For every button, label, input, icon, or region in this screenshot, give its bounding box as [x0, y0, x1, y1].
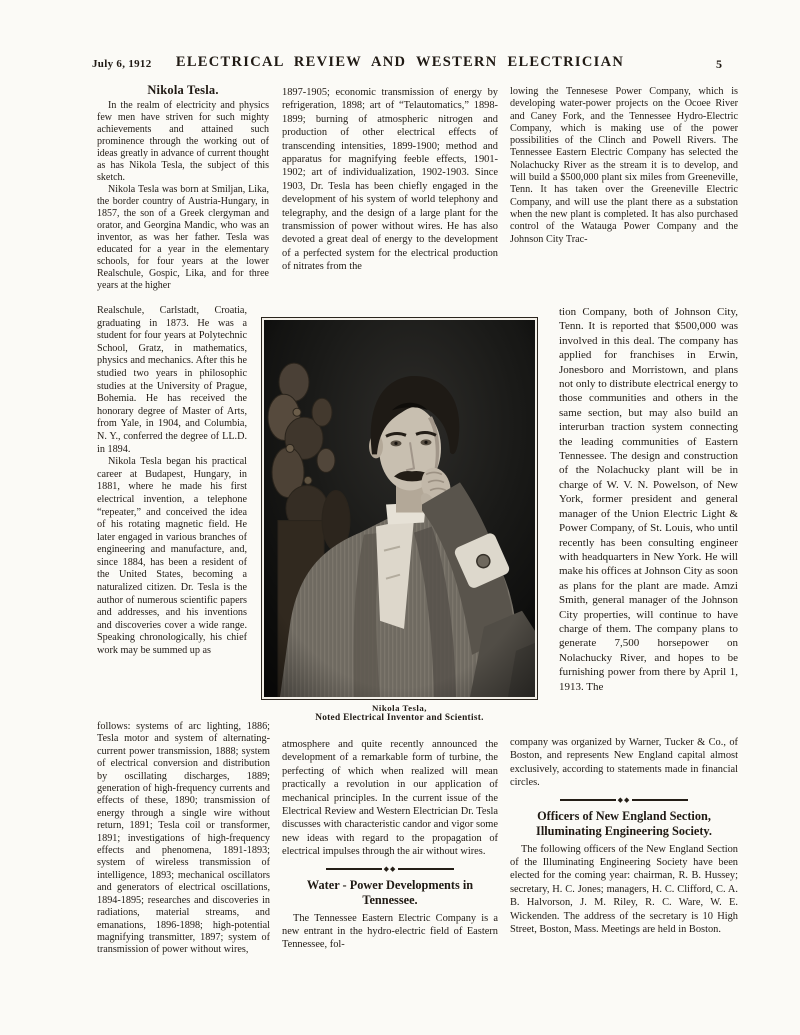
section-heading-water-power: Water - Power Developments in Tennessee. [306, 877, 474, 908]
divider-rule [560, 799, 616, 801]
column-3-top [510, 86, 738, 306]
section-divider [560, 797, 688, 804]
column-3-bottom [510, 736, 738, 990]
column-1-top [97, 84, 269, 306]
header-title: ELECTRICAL REVIEW AND WESTERN ELECTRICIAN [175, 54, 625, 70]
tesla-photograph [261, 317, 538, 700]
diamond-ornament-icon: ◆◆ [383, 864, 397, 873]
header-date: July 6, 1912 [92, 58, 152, 70]
column-1-bottom [97, 721, 270, 989]
header-page-number: 5 [716, 57, 722, 71]
photo-caption-name: Nikola Tesla, [372, 703, 427, 713]
divider-rule [326, 868, 382, 870]
paragraph-continuation: tion Company, both of Johnson City, Tenn. It is reported that $500,000 was involved in this deal. The company has applied for franchises in Erwin, Jonesboro and Morristown, and plans not only to distribute electrical energy to those communities and others in the same section, but may also build an interurban traction system connecting the leading communities of Eastern Tennessee. The design and construction of the Nolachucky plant will be in charge of W. V. N. Powelson, of New York, former president and general manager of the Union Electric Light & Power Company, of St. Louis, who until recently has been consulting engineer with headquarters in New York. He will make his offices at Johnson City as soon as plans for the plant are made. Amzi Smith, general manager of the Johnson City properties, will continue to have charge of them. The company plans to generate 7,500 horsepower on Nolachucky River, and hopes to be furnishing power from there by April 1, 1913. The [559, 306, 738, 693]
paragraph: Nikola Tesla was born at Smiljan, Lika, the border country of Austria-Hungary, in 1857, the son of a Greek clergyman and orator, and Georgina Mandic, who was an inventor, as was her father. Tesla was educated for a year in the elementary schools, for four years at the lower Realschule, Gospic, Lika, and for three years at the higher [97, 184, 269, 291]
article-title: Nikola Tesla. [147, 84, 219, 97]
paragraph-continuation: 1897-1905; economic transmission of energy by refrigeration, 1898; art of “Telautomatics,” 1898-1899; burning of atmospheric nitrogen and production of other electrical effects of transcending intensities, 1899-1900; method and apparatus for magnifying feeble effects, 1901-1902; art of individualization, 1902-1903. Since 1903, Dr. Tesla has been chiefly engaged in the development of his system of world telephony and telegraphy, and the design of a large plant for the transmission of power without wires. He has also devoted a great deal of energy to the development of a perfected system for the electrical production of nitrates from the [282, 87, 498, 273]
section-heading-officers: Officers of New England Section, Illuminating Engineering Society. [536, 808, 712, 839]
diamond-ornament-icon: ◆◆ [617, 795, 631, 804]
column-2-top [282, 86, 498, 312]
photo-caption-title: Noted Electrical Inventor and Scientist. [315, 713, 484, 723]
paragraph-continuation: follows: systems of arc lighting, 1886; Tesla motor and system of alternating-current power transmission, 1888; system of electrical conversion and distribution by oscillating discharges, 1889; generation of high-frequency currents and effects of these, 1890; transmission of energy through a single wire without return, 1891; Tesla coil or transformer, 1891; investigations of high-frequency effects and phenomena, 1891-1893; system of wireless transmission of intelligence, 1893; mechanical oscillators and generators of electrical oscillations, 1894-1895; researches and discoveries in radiations, material streams, and emanations, 1896-1898; high-potential magnifying transmitter, 1897; system of transmission of power without wires, [97, 721, 270, 956]
paragraph: The following officers of the New England Section of the Illuminating Engineering Society have been elected for the coming year: chairman, R. B. Hussey; secretary, H. C. Jones; managers, H. C. Clifford, C. A. B. Halvorson, J. M. Riley, R. C. Ware, W. E. Wickenden. The address of the secretary is 10 High Street, Boston, Mass. Meetings are held in Boston. [510, 843, 738, 936]
column-2-bottom [282, 738, 498, 990]
column-3-middle [559, 305, 738, 736]
divider-rule [632, 799, 688, 801]
tesla-portrait-illustration [264, 320, 535, 697]
paragraph-continuation: lowing the Tennesese Power Company, which is developing water-power projects on the Ocoee River and Caney Fork, and the Tennessee Hydro-Electric Company, which is making use of the power possibilities of the Clinch and Powell Rivers. The Tennessee Eastern Electric Company has selected the Nolachucky River as the stream it is to develop, and will build a $500,000 plant six miles from Greeneville, Tenn. It has taken over the Greeneville Electric Company, and will use the plant there as a substation when the new plant is completed. It has also purchased control of the Watauga Power Company and the Johnson City Trac- [510, 86, 738, 245]
paragraph-continuation: atmosphere and quite recently announced the development of a remarkable form of turbine, the perfecting of which when realized will mean practically a revolution in our application of mechanical principles. In the current issue of the Electrical Review and Western Electrician Dr. Tesla discusses with characteristic candor and vigor some new ideas with regard to the propagation of electrical impulses through the air without wires. [282, 739, 498, 858]
divider-rule [398, 868, 454, 870]
paragraph: Nikola Tesla began his practical career at Budapest, Hungary, in 1881, where he made his first electrical invention, a telephone “repeater,” and conceived the idea of his rotating magnetic field. He later engaged in various branches of engineering and manufacture, and, since 1884, has been a resident of the United States, becoming a naturalized citizen. Dr. Tesla is the author of numerous scientific papers and addresses, and his inventions and discoveries cover a wide range. Speaking chronologically, his chief work may be summed up as [97, 456, 247, 657]
paragraph: In the realm of electricity and physics few men have striven for such mighty achievements and attained such prominence through the working out of ideas greatly in advance of current thought as has Nikola Tesla, the subject of this sketch. [97, 100, 269, 183]
column-1-middle [97, 305, 247, 719]
photo-caption [261, 703, 538, 723]
paragraph-continuation: company was organized by Warner, Tucker & Co., of Boston, and represents New England capital almost exclusively, according to statements made in financial circles. [510, 737, 738, 789]
paragraph: The Tennessee Eastern Electric Company is a new entrant in the hydro-electric field of Eastern Tennessee, fol- [282, 912, 498, 951]
section-divider [326, 866, 454, 873]
paragraph-continuation: Realschule, Carlstadt, Croatia, graduating in 1873. He was a student for four years at Polytechnic School, Gratz, in mathematics, physics and mechanics. After this he studied two years in philosophic studies at the University of Prague, Bohemia. He has received the honorary degree of Master of Arts, from Yale, in 1904, and Columbia, N. Y., conferred the degree of LL.D. in 1894. [97, 305, 247, 455]
